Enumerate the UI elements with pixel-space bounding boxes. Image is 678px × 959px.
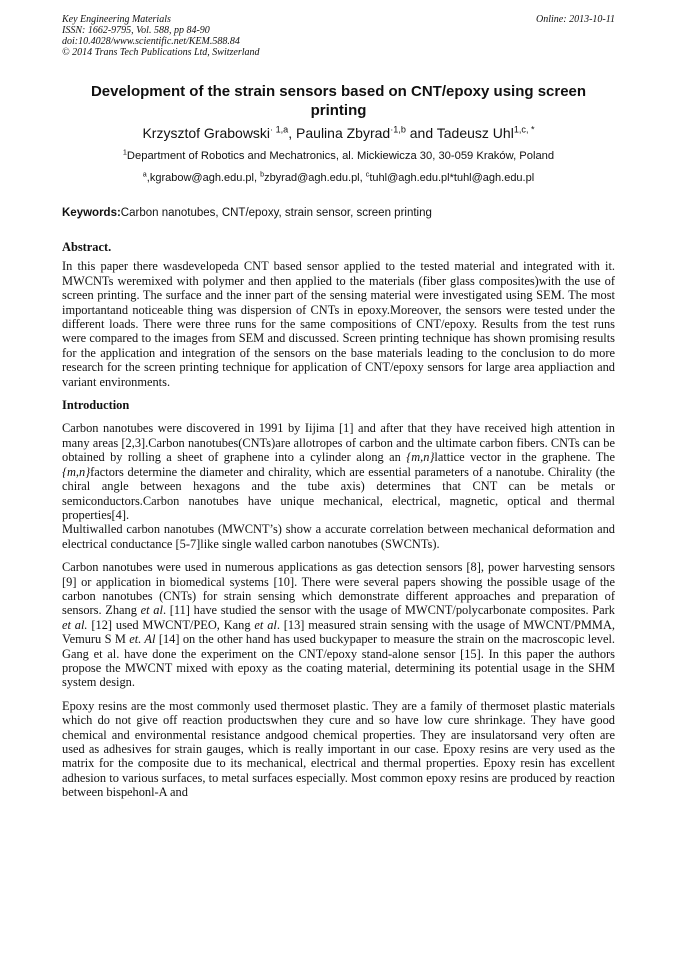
affiliation: [62, 149, 615, 163]
issn-line: ISSN: 1662-9795, Vol. 588, pp 84-90: [62, 25, 210, 36]
journal-header: [62, 14, 615, 58]
doi-line: doi:10.4028/www.scientific.net/KEM.588.84: [62, 36, 240, 47]
email-text: tuhl@agh.edu.pl*tuhl@agh.edu.pl: [369, 172, 535, 184]
keywords: [62, 206, 615, 220]
intro-paragraph-4: Epoxy resins are the most commonly used thermoset plastic. They are a family of thermoset plastic materials which do not give off reaction productswhen they cure and so have low cure shrinkage. They have good chemical and environmental resistance andgood chemical properties. They are insulatorsand very often are used as adhesives for strain gauges, which is really important in our case. Epoxy resins are very used as the matrix for the composite due to its mechanical, electrical and thermal properties. Epoxy resin has excellent adhesion to various surfaces, to metal surfaces especially. Most common epoxy resins are produced by reaction between bispehonl-A and: [62, 698, 615, 800]
email-marker: a: [142, 170, 147, 179]
online-date: Online: 2013-10-11: [536, 14, 615, 25]
email-text: ,kgrabow@agh.edu.pl,: [146, 172, 261, 184]
paper-title: Development of the strain sensors based on CNT/epoxy using screen printing: [90, 83, 587, 119]
intro-paragraph-3: Carbon nanotubes were used in numerous applications as gas detection sensors [8], power harvesting sensors [9] or application in biomedical systems [10]. There were several papers showing the possible usage of the carbon nanotubes (CNTs) for strain sensing which demonstrate different approaches and preparation of sensors. Zhang et al. [11] have studied the sensor with the usage of MWCNT/polycarbonate composites. Park et al. [12] used MWCNT/PEO, Kang et al. [13] measured strain sensing with the usage of MWCNT/PMMA, Vemuru S M et. Al [14] on the other hand has used buckypaper to measure the strain on the macroscopic level. Gang et al. have done the experiment on the CNT/epoxy stand-alone sensor [15]. In this paper the authors propose the MWCNT mixed with epoxy as the coating material, determining its potential usage in the SHM system design.: [62, 560, 615, 690]
email-list: [62, 171, 615, 185]
author-name: Tadeusz Uhl: [436, 125, 514, 141]
author-separator: and: [405, 125, 437, 141]
email-marker: c: [365, 170, 370, 179]
paper-body: [62, 240, 615, 800]
author-name: Krzysztof Grabowski: [142, 125, 271, 141]
author-affiliation-marker: ·1,b: [390, 124, 406, 135]
email-text: zbyrad@agh.edu.pl,: [264, 172, 366, 184]
keywords-text: Carbon nanotubes, CNT/epoxy, strain sensor, screen printing: [120, 207, 432, 219]
abstract-heading: Abstract.: [62, 240, 112, 254]
author-name: Paulina Zbyrad: [296, 125, 391, 141]
keywords-label: Keywords:: [62, 207, 121, 219]
copyright-line: © 2014 Trans Tech Publications Ltd, Switzerland: [62, 47, 260, 58]
intro-paragraph-1: Carbon nanotubes were discovered in 1991 by Iijima [1] and after that they have received high attention in many areas [2,3].Carbon nanotubes(CNTs)are allotropes of carbon and the ultimate carbon fibers. CNTs can be obtained by rolling a sheet of graphene into a cylinder along an {m,n}lattice vector in the graphene. The {m,n}factors determine the diameter and chirality, which are essential parameters of a nanotube. Chirality (the chiral angle between hexagons and the tube axis) determines that CNT can be metals or semiconductors.Carbon nanotubes have unique mechanical, electrical, magnetic, optical and thermal properties[4].: [62, 421, 615, 522]
affiliation-marker: 1: [122, 147, 127, 157]
journal-name: Key Engineering Materials: [62, 14, 171, 25]
email-marker: b: [260, 170, 265, 179]
abstract-paragraph: In this paper there wasdevelopeda CNT based sensor applied to the tested material and integrated with it. MWCNTs weremixed with polymer and then applied to the materials (fiber glass composites)with the use of screen printing. The surface and the inner part of the sensing material were investigated using SEM. The most importantand noticeable thing was dispersion of CNTs in epoxy.Moreover, the sensors were tested under the different loads. There were three runs for the same compositions of CNT/epoxy. Results from the test runs were compared to the images from SEM and discussed. Screen printing technique has shown promising results for the application and integration of the sensors on the base materials leading to the conclusion to do more research for the screen printing technique for application of CNT/epoxy sensors for large area appliaction and variant environments.: [62, 259, 615, 389]
affiliation-text: Department of Robotics and Mechatronics, al. Mickiewicza 30, 30-059 Kraków, Poland: [126, 150, 555, 162]
author-affiliation-marker: 1,c, *: [513, 124, 535, 135]
author-separator: ,: [288, 125, 297, 141]
author-affiliation-marker: · 1,a: [270, 124, 289, 135]
introduction-heading: Introduction: [62, 398, 130, 413]
intro-paragraph-2: Multiwalled carbon nanotubes (MWCNT’s) show a accurate correlation between mechanical deformation and electrical conductance [5-7]like single walled carbon nanotubes (SWCNTs).: [62, 522, 615, 551]
author-list: [62, 124, 615, 142]
